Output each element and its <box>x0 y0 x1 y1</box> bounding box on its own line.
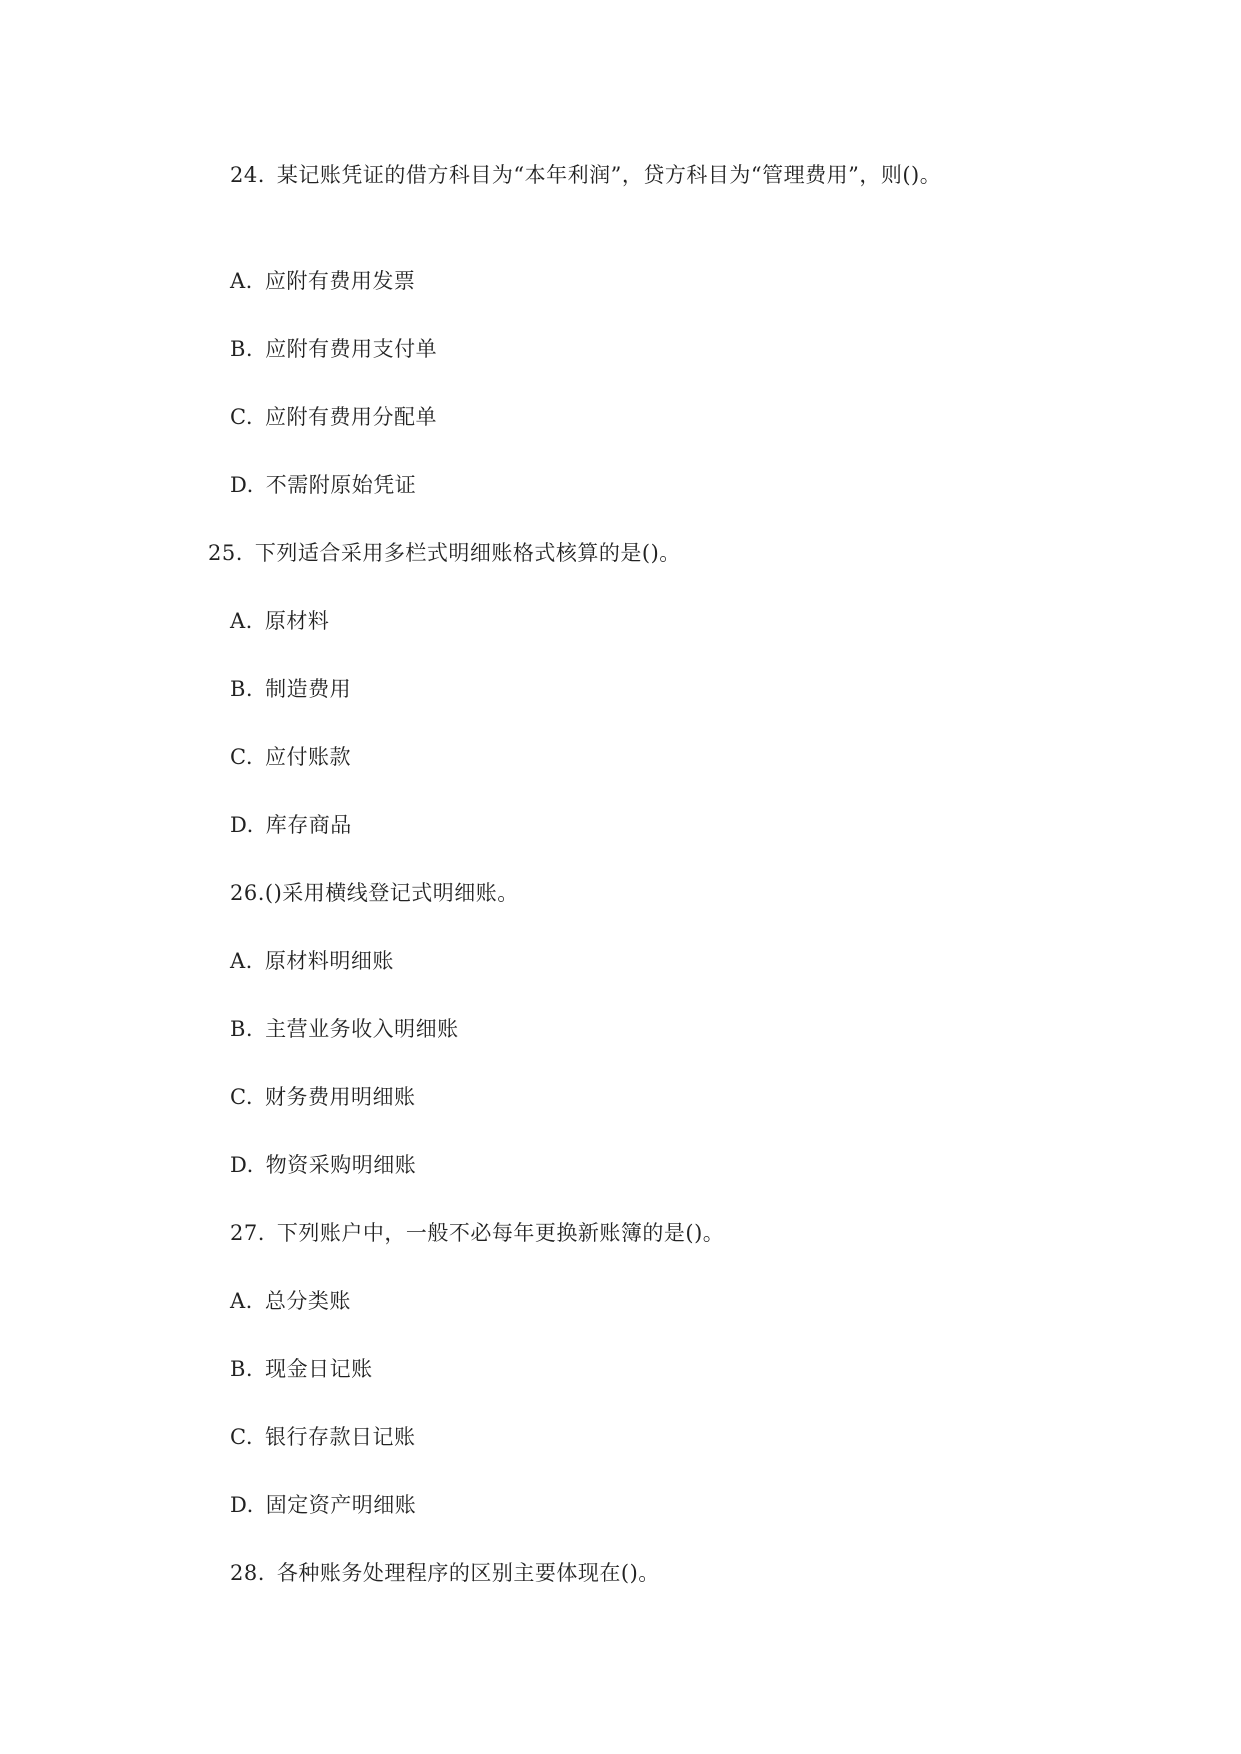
option-27-c <box>230 1423 416 1451</box>
option-25-d <box>230 811 352 839</box>
option-text: 银行存款日记账 <box>265 1425 416 1449</box>
question-number: 26. <box>230 881 265 905</box>
option-26-d <box>230 1151 416 1179</box>
question-number: 24. <box>230 163 265 187</box>
question-number: 28. <box>230 1561 265 1585</box>
question-25 <box>208 539 681 567</box>
option-24-a <box>230 267 415 295</box>
option-26-b <box>230 1015 459 1043</box>
option-letter: B. <box>230 1357 254 1381</box>
option-text: 制造费用 <box>265 677 352 701</box>
option-letter: C. <box>230 745 253 769</box>
option-text: 总分类账 <box>264 1289 351 1313</box>
option-letter: D. <box>230 1493 254 1517</box>
option-25-c <box>230 743 351 771</box>
option-letter: D. <box>230 813 254 837</box>
option-27-b <box>230 1355 373 1383</box>
option-25-b <box>230 675 351 703</box>
option-text: 原材料 <box>264 609 330 633</box>
option-letter: D. <box>230 473 254 497</box>
question-27 <box>230 1219 724 1247</box>
option-text: 财务费用明细账 <box>265 1085 416 1109</box>
option-letter: B. <box>230 337 254 361</box>
question-text: 各种账务处理程序的区别主要体现在()。 <box>276 1561 660 1585</box>
option-24-b <box>230 335 437 363</box>
option-text: 应附有费用发票 <box>264 269 416 293</box>
question-text: 下列账户中，一般不必每年更换新账簿的是()。 <box>276 1221 725 1245</box>
option-letter: B. <box>230 677 254 701</box>
option-27-d <box>230 1491 416 1519</box>
option-text: 应附有费用支付单 <box>265 337 438 361</box>
question-number: 25. <box>208 541 243 565</box>
option-letter: C. <box>230 1085 253 1109</box>
question-text: 下列适合采用多栏式明细账格式核算的是()。 <box>254 541 681 565</box>
option-letter: A. <box>230 1289 253 1313</box>
option-letter: A. <box>230 269 253 293</box>
option-letter: B. <box>230 1017 254 1041</box>
option-26-a <box>230 947 394 975</box>
option-letter: A. <box>230 949 253 973</box>
question-24 <box>230 161 941 189</box>
option-24-c <box>230 403 437 431</box>
option-24-d <box>230 471 416 499</box>
option-text: 库存商品 <box>265 813 352 837</box>
option-25-a <box>230 607 329 635</box>
option-letter: C. <box>230 1425 253 1449</box>
option-text: 不需附原始凭证 <box>265 473 417 497</box>
question-28 <box>230 1559 660 1587</box>
option-text: 现金日记账 <box>265 1357 373 1381</box>
option-text: 应付账款 <box>265 745 351 769</box>
option-letter: D. <box>230 1153 254 1177</box>
option-26-c <box>230 1083 416 1111</box>
option-letter: A. <box>230 609 253 633</box>
option-text: 固定资产明细账 <box>265 1493 417 1517</box>
option-text: 主营业务收入明细账 <box>265 1017 459 1041</box>
option-letter: C. <box>230 405 253 429</box>
question-text: ()采用横线登记式明细账。 <box>264 881 519 905</box>
question-number: 27. <box>230 1221 265 1245</box>
option-text: 物资采购明细账 <box>265 1153 417 1177</box>
option-text: 原材料明细账 <box>264 949 394 973</box>
question-26 <box>230 879 519 907</box>
option-27-a <box>230 1287 351 1315</box>
option-text: 应附有费用分配单 <box>265 405 437 429</box>
question-text: 某记账凭证的借方科目为“本年利润”，贷方科目为“管理费用”，则()。 <box>276 163 942 187</box>
